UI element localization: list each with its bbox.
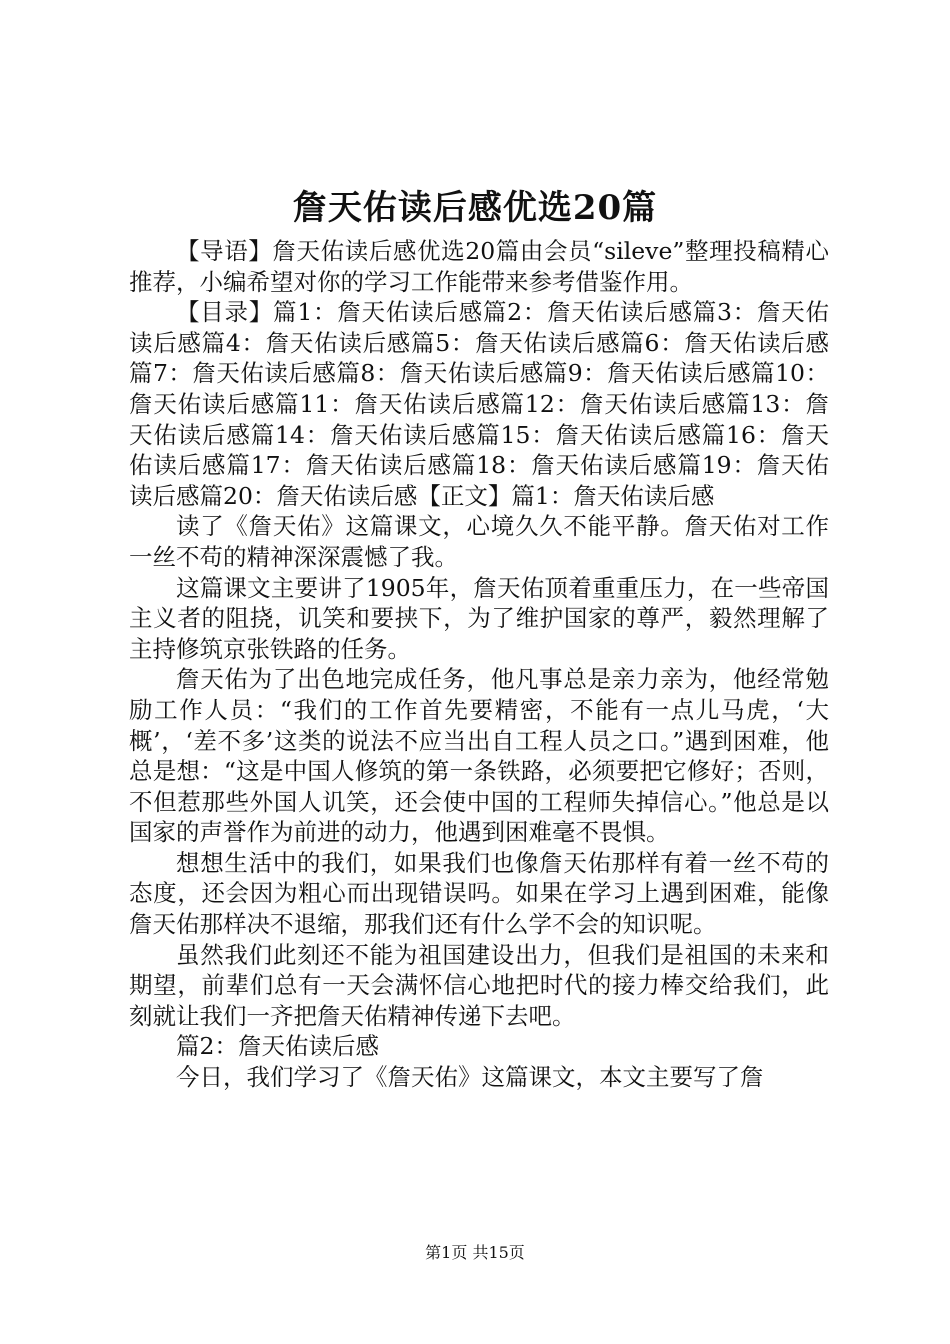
paragraph: 这篇课文主要讲了1905年，詹天佑顶着重重压力，在一些帝国主义者的阻挠，讥笑和要挟下，为了维护国家的尊严，毅然理解了主持修筑京张铁路的任务。: [129, 573, 829, 663]
paragraph: 詹天佑为了出色地完成任务，他凡事总是亲力亲为，他经常勉励工作人员：“我们的工作首先要精密，不能有一点儿马虎，‘大概’，‘差不多’这类的说法不应当出自工程人员之口。”遇到困难，他总是想：“这是中国人修筑的第一条铁路，必须要把它修好；否则，不但惹那些外国人讥笑，还会使中国的工程师失掉信心。”他总是以国家的声誉作为前进的动力，他遇到困难毫不畏惧。: [129, 665, 829, 847]
document-title: 詹天佑读后感优选20篇: [292, 188, 658, 228]
paragraph: 今日，我们学习了《詹天佑》这篇课文，本文主要写了詹: [176, 1063, 764, 1092]
page-footer: 第1页 共15页: [425, 1243, 525, 1262]
paragraph-table-of-contents: 【目录】篇1：詹天佑读后感篇2：詹天佑读后感篇3：詹天佑读后感篇4：詹天佑读后感篇5：詹天佑读后感篇6：詹天佑读后感篇7：詹天佑读后感篇8：詹天佑读后感篇9：詹天佑读后感篇10：詹天佑读后感篇11：詹天佑读后感篇12：詹天佑读后感篇13：詹天佑读后感篇14：詹天佑读后感篇15：詹天佑读后感篇16：詹天佑读后感篇17：詹天佑读后感篇18：詹天佑读后感篇19：詹天佑读后感篇20：詹天佑读后感【正文】篇1：詹天佑读后感: [129, 298, 829, 510]
section-heading: 篇2：詹天佑读后感: [176, 1032, 379, 1061]
paragraph: 想想生活中的我们，如果我们也像詹天佑那样有着一丝不苟的态度，还会因为粗心而出现错误吗。如果在学习上遇到困难，能像詹天佑那样决不退缩，那我们还有什么学不会的知识呢。: [129, 848, 829, 939]
document-body: [129, 236, 829, 1093]
paragraph: 虽然我们此刻还不能为祖国建设出力，但我们是祖国的未来和期望，前辈们总有一天会满怀信心地把时代的接力棒交给我们，此刻就让我们一齐把詹天佑精神传递下去吧。: [129, 940, 829, 1030]
paragraph: 读了《詹天佑》这篇课文，心境久久不能平静。詹天佑对工作一丝不苟的精神深深震憾了我。: [129, 512, 829, 571]
paragraph-intro: 【导语】詹天佑读后感优选20篇由会员“sileve”整理投稿精心推荐，小编希望对你的学习工作能带来参考借鉴作用。: [129, 237, 829, 296]
